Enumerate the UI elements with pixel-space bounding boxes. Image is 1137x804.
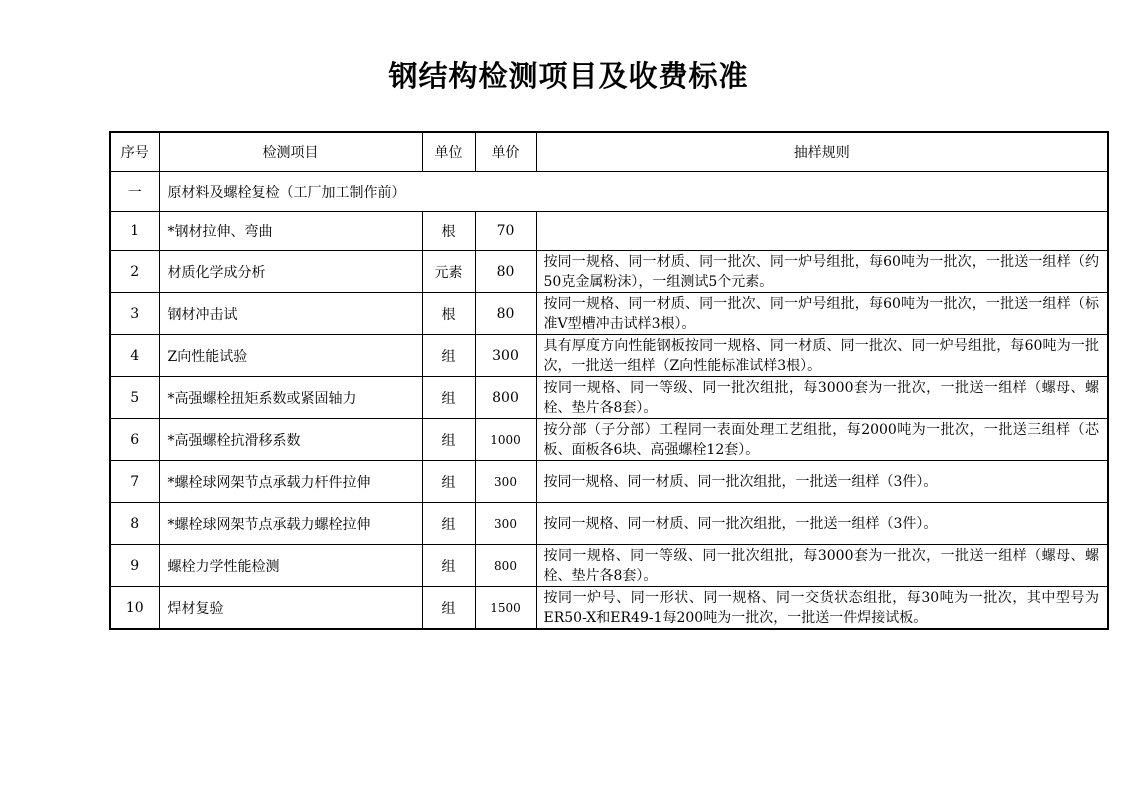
row-price: 80	[475, 293, 536, 335]
row-price: 300	[475, 461, 536, 503]
row-no: 9	[110, 545, 159, 587]
row-no: 5	[110, 377, 159, 419]
section-no: 一	[110, 172, 159, 212]
table-row	[110, 293, 1108, 335]
row-item: *钢材拉伸、弯曲	[159, 212, 422, 251]
row-item: 钢材冲击试	[159, 293, 422, 335]
table-row	[110, 503, 1108, 545]
row-no: 7	[110, 461, 159, 503]
row-item: *高强螺栓扭矩系数或紧固轴力	[159, 377, 422, 419]
section-title: 原材料及螺栓复检（工厂加工制作前）	[159, 172, 1108, 212]
row-price: 300	[475, 335, 536, 377]
header-item: 检测项目	[159, 132, 422, 172]
row-no: 10	[110, 587, 159, 630]
table-row	[110, 251, 1108, 293]
row-item: Z向性能试验	[159, 335, 422, 377]
table-row	[110, 212, 1108, 251]
table-row	[110, 545, 1108, 587]
row-item: 螺栓力学性能检测	[159, 545, 422, 587]
row-unit: 根	[422, 293, 475, 335]
row-item: *螺栓球网架节点承载力螺栓拉伸	[159, 503, 422, 545]
row-price: 80	[475, 251, 536, 293]
row-rule: 按同一规格、同一材质、同一批次组批，一批送一组样（3件）。	[536, 461, 1108, 503]
row-price: 70	[475, 212, 536, 251]
fee-table	[109, 131, 1109, 630]
row-item: *螺栓球网架节点承载力杆件拉伸	[159, 461, 422, 503]
row-unit: 组	[422, 419, 475, 461]
table-row	[110, 461, 1108, 503]
row-unit: 组	[422, 335, 475, 377]
table-row	[110, 419, 1108, 461]
row-rule: 按同一规格、同一材质、同一批次、同一炉号组批，每60吨为一批次，一批送一组样（标准V型槽冲击试样3根）。	[536, 293, 1108, 335]
row-unit: 组	[422, 503, 475, 545]
row-rule: 按同一炉号、同一形状、同一规格、同一交货状态组批，每30吨为一批次，其中型号为ER50-X和ER49-1每200吨为一批次，一批送一件焊接试板。	[536, 587, 1108, 630]
row-unit: 组	[422, 545, 475, 587]
table-row	[110, 335, 1108, 377]
row-rule: 按同一规格、同一等级、同一批次组批，每3000套为一批次，一批送一组样（螺母、螺栓、垫片各8套）。	[536, 545, 1108, 587]
row-no: 3	[110, 293, 159, 335]
row-rule: 按分部（子分部）工程同一表面处理工艺组批，每2000吨为一批次，一批送三组样（芯板、面板各6块、高强螺栓12套）。	[536, 419, 1108, 461]
table-header-row	[110, 132, 1108, 172]
row-rule	[536, 212, 1108, 251]
row-unit: 组	[422, 461, 475, 503]
row-unit: 组	[422, 377, 475, 419]
header-rule: 抽样规则	[536, 132, 1108, 172]
row-no: 6	[110, 419, 159, 461]
row-item: 材质化学成分析	[159, 251, 422, 293]
row-no: 1	[110, 212, 159, 251]
section-row	[110, 172, 1108, 212]
row-no: 4	[110, 335, 159, 377]
header-unit: 单位	[422, 132, 475, 172]
row-rule: 按同一规格、同一材质、同一批次组批，一批送一组样（3件）。	[536, 503, 1108, 545]
table-row	[110, 587, 1108, 630]
row-rule: 按同一规格、同一材质、同一批次、同一炉号组批，每60吨为一批次，一批送一组样（约50克金属粉沫），一组测试5个元素。	[536, 251, 1108, 293]
row-item: *高强螺栓抗滑移系数	[159, 419, 422, 461]
row-rule: 按同一规格、同一等级、同一批次组批，每3000套为一批次，一批送一组样（螺母、螺栓、垫片各8套）。	[536, 377, 1108, 419]
row-unit: 元素	[422, 251, 475, 293]
table-row	[110, 377, 1108, 419]
row-no: 2	[110, 251, 159, 293]
page-title: 钢结构检测项目及收费标准	[388, 59, 749, 93]
row-item: 焊材复验	[159, 587, 422, 630]
row-unit: 根	[422, 212, 475, 251]
row-rule: 具有厚度方向性能钢板按同一规格、同一材质、同一批次、同一炉号组批，每60吨为一批次，一批送一组样（Z向性能标准试样3根）。	[536, 335, 1108, 377]
header-price: 单价	[475, 132, 536, 172]
row-unit: 组	[422, 587, 475, 630]
row-price: 1000	[475, 419, 536, 461]
row-no: 8	[110, 503, 159, 545]
row-price: 800	[475, 545, 536, 587]
row-price: 300	[475, 503, 536, 545]
row-price: 1500	[475, 587, 536, 630]
row-price: 800	[475, 377, 536, 419]
header-no: 序号	[110, 132, 159, 172]
